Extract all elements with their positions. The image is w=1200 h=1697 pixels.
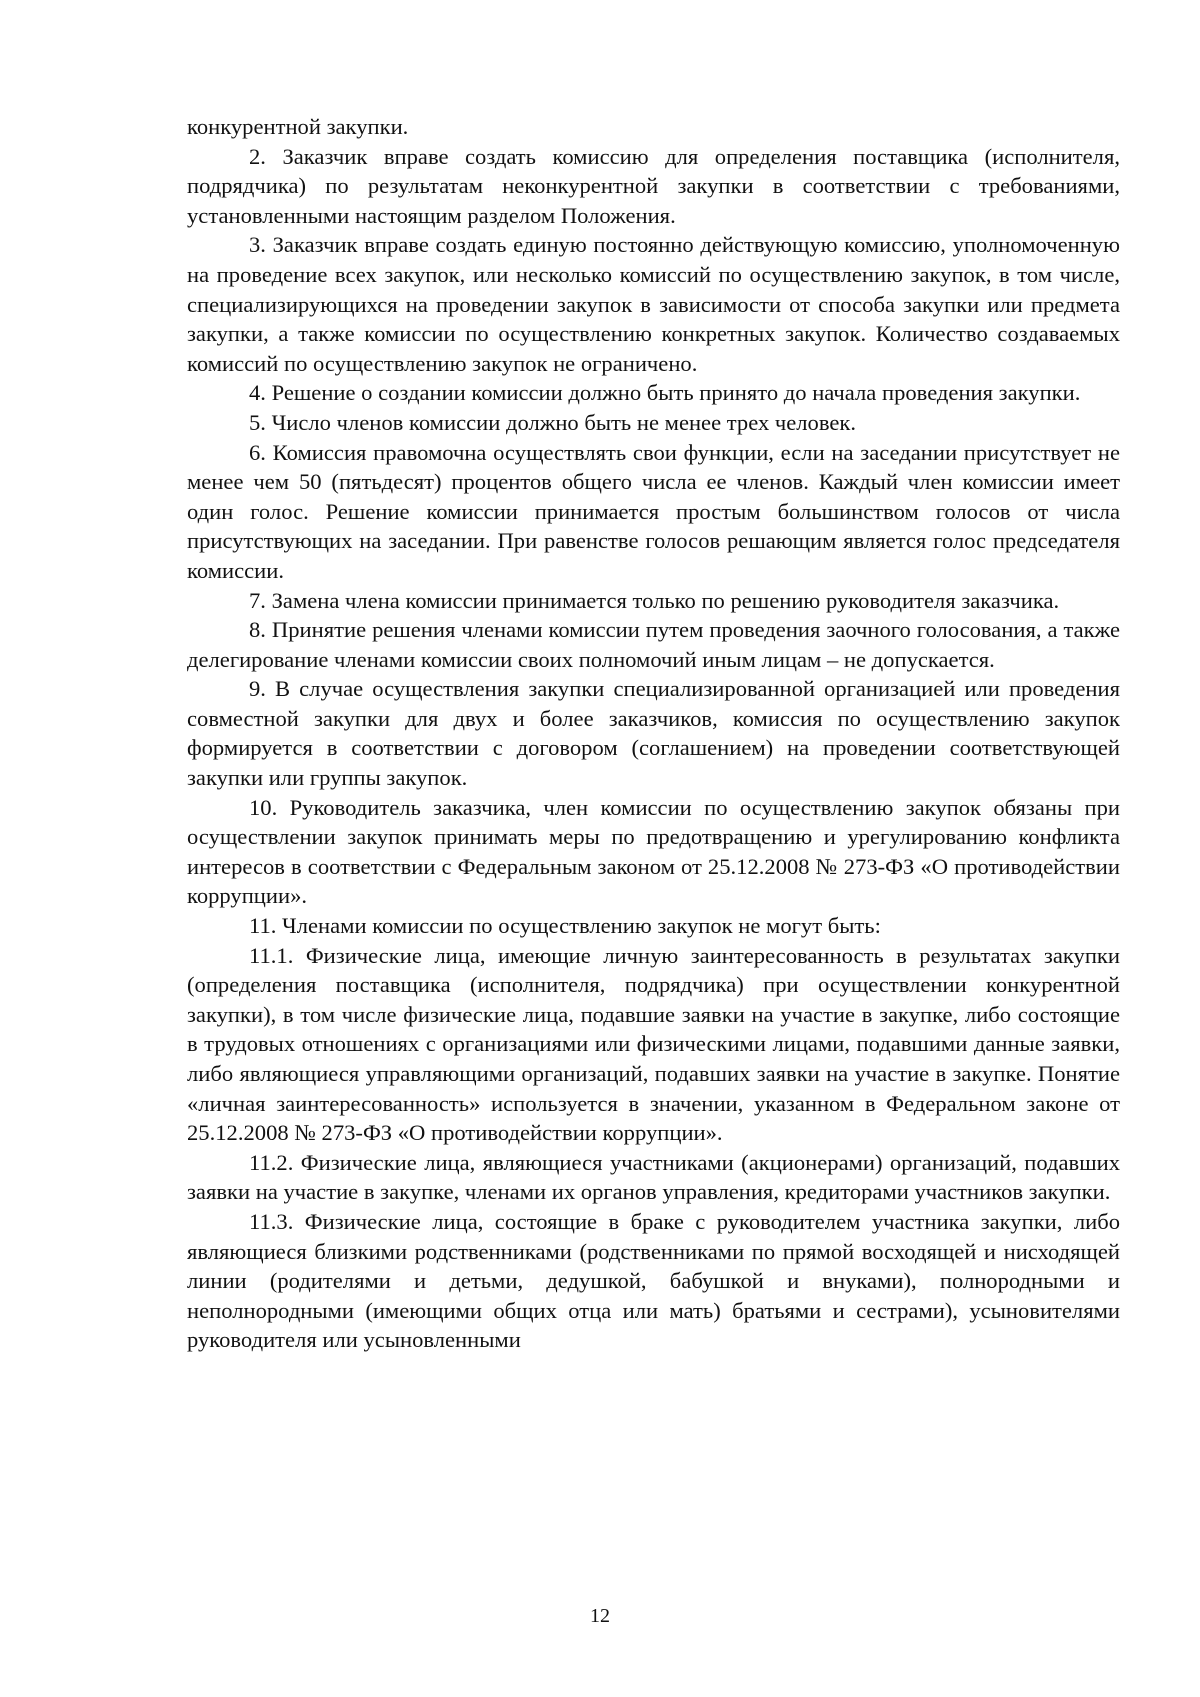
paragraph-9: 9. В случае осуществления закупки специализированной организацией или проведения совместной закупки для двух и более заказчиков, комиссия по осуществлению закупок формируется в соответствии с договором (соглашением) на проведении соответствующей закупки или группы закупок. xyxy=(187,676,1120,791)
paragraph-11: 11. Членами комиссии по осуществлению закупок не могут быть: xyxy=(249,913,881,939)
paragraph-11-2: 11.2. Физические лица, являющиеся участниками (акционерами) организаций, подавших заявки на участие в закупке, членами их органов управления, кредиторами участников закупки. xyxy=(187,1149,1120,1205)
paragraph-11-3: 11.3. Физические лица, состоящие в браке с руководителем участника закупки, либо являющиеся близкими родственниками (родственниками по прямой восходящей и нисходящей линии (родителями и детьми, дедушкой, бабушкой и внуками), полнородными и неполнородными (имеющими общих отца или мать) братьями и сестрами), усыновителями руководителя или усыновленными xyxy=(187,1208,1120,1353)
paragraph-8: 8. Принятие решения членами комиссии путем проведения заочного голосования, а также делегирование членами комиссии своих полномочий иным лицам – не допускается. xyxy=(187,617,1120,672)
paragraph-11-1: 11.1. Физические лица, имеющие личную заинтересованность в результатах закупки (определения поставщика (исполнителя, подрядчика) при осуществлении конкурентной закупки), в том числе физические лица, подавшие заявки на участие в закупке, либо состоящие в трудовых отношениях с организациями или физическими лицами, подавшими данные заявки, либо являющиеся управляющими организаций, подавших заявки на участие в закупке. Понятие «личная заинтересованность» используется в значении, указанном в Федеральном законе от 25.12.2008 № 273-ФЗ «О противодействии коррупции». xyxy=(187,942,1120,1146)
page-number: 12 xyxy=(590,1605,610,1627)
paragraph-continuation: конкурентной закупки. xyxy=(187,114,409,139)
paragraph-4: 4. Решение о создании комиссии должно быть принято до начала проведения закупки. xyxy=(249,380,1081,406)
paragraph-5: 5. Число членов комиссии должно быть не менее трех человек. xyxy=(249,409,857,435)
paragraph-10: 10. Руководитель заказчика, член комиссии по осуществлению закупок обязаны при осуществлении закупок принимать меры по предотвращению и урегулированию конфликта интересов в соответствии с Федеральным законом от 25.12.2008 № 273-ФЗ «О противодействии коррупции». xyxy=(187,794,1120,909)
paragraph-3: 3. Заказчик вправе создать единую постоянно действующую комиссию, уполномоченную на проведение всех закупок, или несколько комиссий по осуществлению закупок, в том числе, специализирующихся на проведении закупок в зависимости от способа закупки или предмета закупки, а также комиссии по осуществлению конкретных закупок. Количество создаваемых комиссий по осуществлению закупок не ограничено. xyxy=(187,232,1120,376)
paragraph-2: 2. Заказчик вправе создать комиссию для определения поставщика (исполнителя, подрядчика) по результатам неконкурентной закупки в соответствии с требованиями, установленными настоящим разделом Положения. xyxy=(187,143,1120,228)
document-body xyxy=(187,112,1120,1355)
paragraph-7: 7. Замена члена комиссии принимается только по решению руководителя заказчика. xyxy=(249,587,1060,613)
paragraph-6: 6. Комиссия правомочна осуществлять свои функции, если на заседании присутствует не менее чем 50 (пятьдесят) процентов общего числа ее членов. Каждый член комиссии имеет один голос. Решение комиссии принимается простым большинством голосов от числа присутствующих на заседании. При равенстве голосов решающим является голос председателя комиссии. xyxy=(187,439,1120,583)
